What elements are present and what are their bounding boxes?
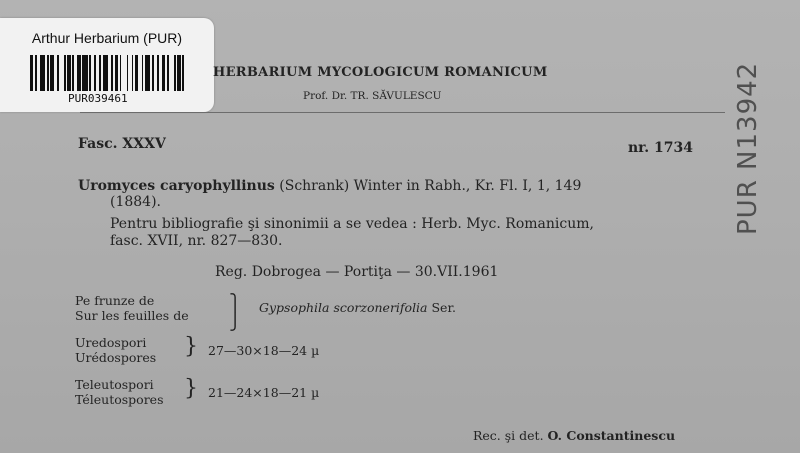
host-label-ro: Pe frunze de [75, 293, 155, 308]
header-subtitle: Prof. Dr. TR. SĂVULESCU [303, 90, 442, 102]
teleutospores-size: 21—24×18—21 µ [208, 385, 320, 400]
host-brace: ⎫ ⎭ [229, 293, 241, 331]
barcode-bars [30, 55, 188, 91]
barcode-bar [184, 55, 187, 91]
uredospores-size: 27—30×18—24 µ [208, 343, 320, 358]
barcode-sticker [0, 18, 214, 112]
collector-name: O. Constantinescu [547, 428, 676, 443]
header-divider [80, 112, 725, 113]
host-species: Gypsophila scorzonerifolia [259, 300, 428, 315]
locality: Reg. Dobrogea — Portiţa — 30.VII.1961 [215, 264, 499, 280]
bibliography-line-1: Pentru bibliografie şi sinonimii a se vedea : Herb. Myc. Romanicum, [110, 216, 594, 232]
species-authority: (Schrank) Winter in Rabh., Kr. Fl. I, 1, 149 [274, 178, 582, 194]
barcode-code: PUR039461 [68, 92, 128, 105]
bibliography-line-2: fasc. XVII, nr. 827—830. [110, 233, 283, 249]
teleutospores-label-fr: Téleutospores [75, 392, 164, 407]
uredospores-brace: } [184, 334, 198, 359]
host-label-fr: Sur les feuilles de [75, 308, 189, 323]
species-line [78, 178, 581, 194]
collector-line [473, 428, 675, 443]
teleutospores-label-ro: Teleutospori [75, 377, 154, 392]
teleutospores-brace: } [184, 376, 198, 401]
barcode-institution: Arthur Herbarium (PUR) [31, 30, 183, 46]
species-name: Uromyces caryophyllinus [78, 178, 275, 194]
fascicle-label: Fasc. XXXV [78, 136, 166, 152]
species-authority-year: (1884). [110, 194, 162, 210]
uredospores-label-fr: Urédospores [75, 350, 157, 365]
header-title: HERBARIUM MYCOLOGICUM ROMANICUM [213, 65, 548, 80]
handwritten-annotation: PUR N13942 [733, 61, 763, 235]
collector-prefix: Rec. şi det. [473, 428, 548, 443]
host-name [259, 300, 456, 315]
host-authority: Ser. [427, 300, 457, 315]
uredospores-label-ro: Uredospori [75, 335, 147, 350]
fascicle-number: nr. 1734 [628, 140, 693, 156]
